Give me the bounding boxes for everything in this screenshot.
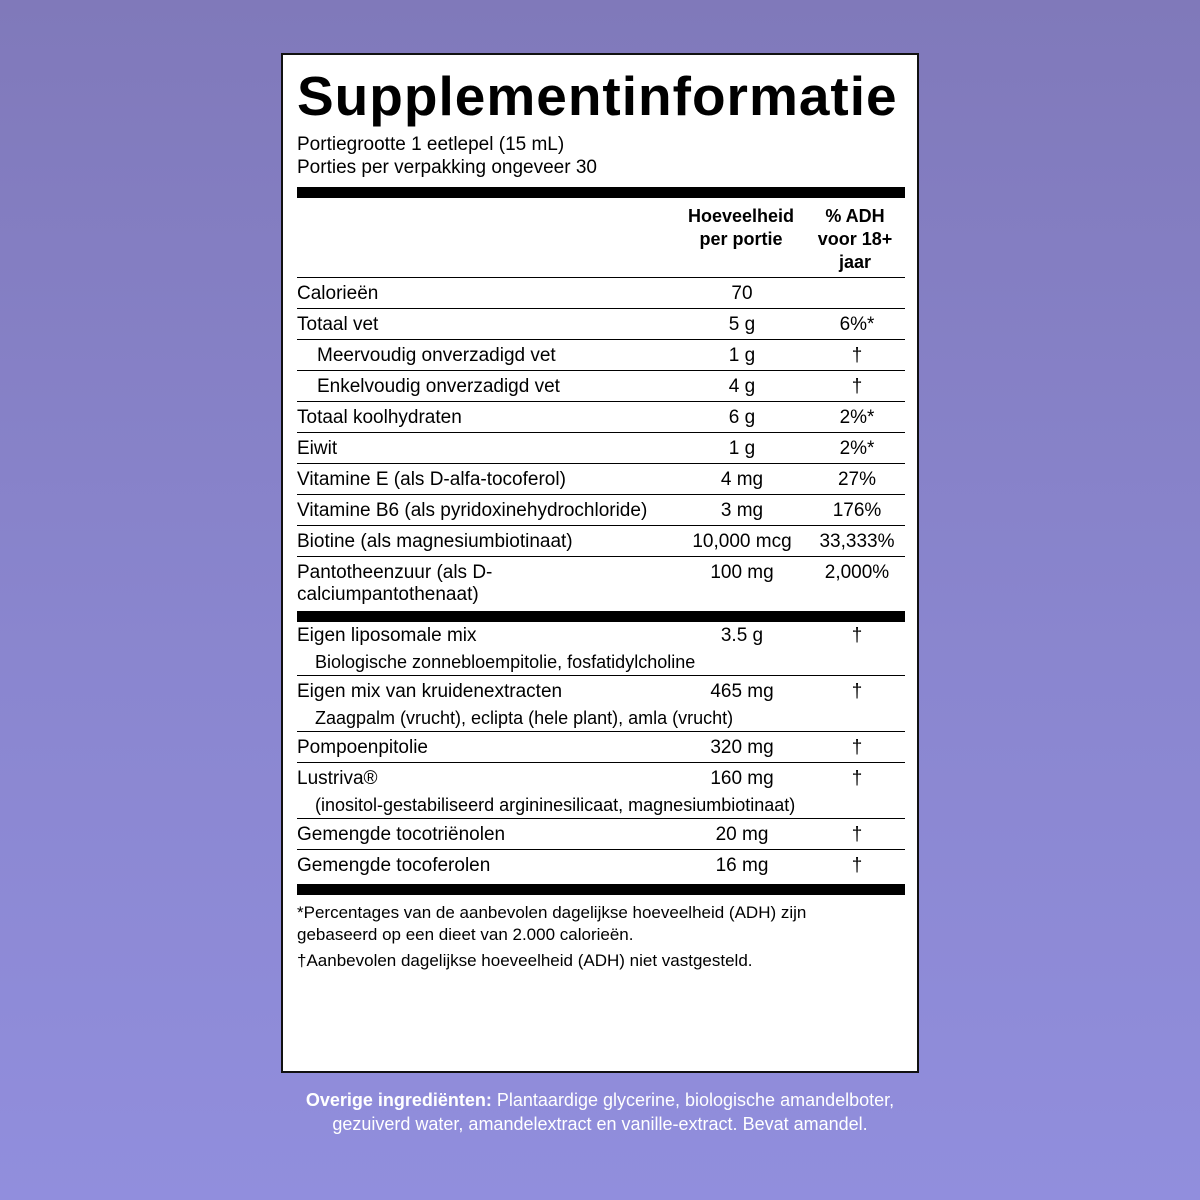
panel-title: Supplementinformatie [297, 65, 898, 127]
nutrient-table [297, 277, 905, 614]
supplement-facts-panel [281, 53, 919, 1073]
blend-amount: 320 mg [710, 737, 774, 758]
table-row [297, 432, 905, 463]
blend-dv: † [851, 737, 863, 758]
nutrient-amount: 1 g [728, 438, 756, 459]
amount-column-header: Hoeveelheid per portie [687, 206, 795, 249]
table-row [297, 731, 905, 762]
table-row [297, 675, 905, 731]
table-row [297, 277, 905, 308]
other-ingredients-text-2: gezuiverd water, amandelextract en vanille-extract. Bevat amandel. [332, 1114, 868, 1134]
table-row [297, 494, 905, 525]
footnote-dv-basis: *Percentages van de aanbevolen dagelijkse hoeveelheid (ADH) zijn gebaseerd op een dieet van 2.000 calorieën. [297, 903, 807, 944]
nutrient-name: Enkelvoudig onverzadigd vet [317, 376, 560, 397]
nutrient-dv: † [851, 376, 863, 397]
nutrient-amount: 4 mg [720, 469, 764, 490]
table-row [297, 818, 905, 849]
nutrient-name: Pantotheenzuur (als D- calciumpantothenaat) [297, 562, 493, 605]
blend-dv: † [851, 855, 863, 876]
table-row [297, 525, 905, 556]
thick-divider-bottom [297, 884, 905, 895]
table-row [297, 308, 905, 339]
blend-name: Lustriva® [297, 768, 378, 789]
table-row [297, 463, 905, 494]
table-row [297, 401, 905, 432]
nutrient-name: Vitamine E (als D-alfa-tocoferol) [297, 469, 566, 490]
servings-per-container: Porties per verpakking ongeveer 30 [297, 157, 597, 178]
blend-name: Gemengde tocotriënolen [297, 824, 506, 845]
blend-dv: † [851, 824, 863, 845]
table-row [297, 370, 905, 401]
blend-dv: † [851, 625, 863, 646]
nutrient-amount: 6 g [728, 407, 756, 428]
serving-size: Portiegrootte 1 eetlepel (15 mL) [297, 134, 565, 155]
table-row [297, 339, 905, 370]
table-row [297, 620, 905, 675]
nutrient-dv: 6%* [839, 314, 875, 335]
nutrient-amount: 5 g [728, 314, 756, 335]
footnote-not-established: †Aanbevolen dagelijkse hoeveelheid (ADH) niet vastgesteld. [297, 951, 753, 970]
blend-amount: 20 mg [715, 824, 769, 845]
table-row [297, 762, 905, 818]
blend-amount: 16 mg [715, 855, 769, 876]
blend-amount: 465 mg [710, 681, 774, 702]
nutrient-name: Eiwit [297, 438, 338, 459]
nutrient-amount: 70 [731, 283, 753, 304]
nutrient-amount: 4 g [728, 376, 756, 397]
other-ingredients [250, 1088, 950, 1136]
nutrient-amount: 3 mg [720, 500, 764, 521]
nutrient-amount: 1 g [728, 345, 756, 366]
nutrient-name: Calorieën [297, 283, 379, 304]
other-ingredients-text-1: Plantaardige glycerine, biologische amandelboter, [491, 1090, 895, 1110]
blend-name: Gemengde tocoferolen [297, 855, 491, 876]
blend-ingredients: (inositol-gestabiliseerd argininesilicaat, magnesiumbiotinaat) [315, 795, 796, 815]
nutrient-dv: 33,333% [819, 531, 895, 552]
nutrient-dv: 27% [837, 469, 877, 490]
nutrient-name: Vitamine B6 (als pyridoxinehydrochloride) [297, 500, 648, 521]
footnotes [297, 902, 897, 976]
other-ingredients-label: Overige ingrediënten: [305, 1090, 492, 1110]
blend-table [297, 620, 905, 880]
nutrient-dv: 2%* [839, 438, 875, 459]
nutrient-dv: 2,000% [824, 562, 890, 583]
blend-dv: † [851, 681, 863, 702]
nutrient-dv: † [851, 345, 863, 366]
blend-name: Pompoenpitolie [297, 737, 428, 758]
blend-name: Eigen liposomale mix [297, 625, 477, 646]
blend-ingredients: Biologische zonnebloempitolie, fosfatidylcholine [315, 652, 696, 672]
table-row [297, 849, 905, 880]
blend-name: Eigen mix van kruidenextracten [297, 681, 563, 702]
table-row [297, 556, 905, 614]
nutrient-amount: 100 mg [710, 562, 774, 583]
nutrient-dv: 2%* [839, 407, 875, 428]
blend-amount: 160 mg [710, 768, 774, 789]
nutrient-amount: 10,000 mcg [692, 531, 792, 552]
blend-dv: † [851, 768, 863, 789]
nutrient-name: Totaal vet [297, 314, 379, 335]
dv-column-header: % ADH voor 18+ jaar [817, 206, 893, 272]
nutrient-name: Biotine (als magnesiumbiotinaat) [297, 531, 573, 552]
nutrient-dv: 176% [832, 500, 882, 521]
nutrient-name: Totaal koolhydraten [297, 407, 462, 428]
blend-amount: 3.5 g [720, 625, 764, 646]
blend-ingredients: Zaagpalm (vrucht), eclipta (hele plant), amla (vrucht) [315, 708, 734, 728]
serving-info [297, 133, 597, 179]
thick-divider-top [297, 187, 905, 198]
nutrient-name: Meervoudig onverzadigd vet [317, 345, 556, 366]
